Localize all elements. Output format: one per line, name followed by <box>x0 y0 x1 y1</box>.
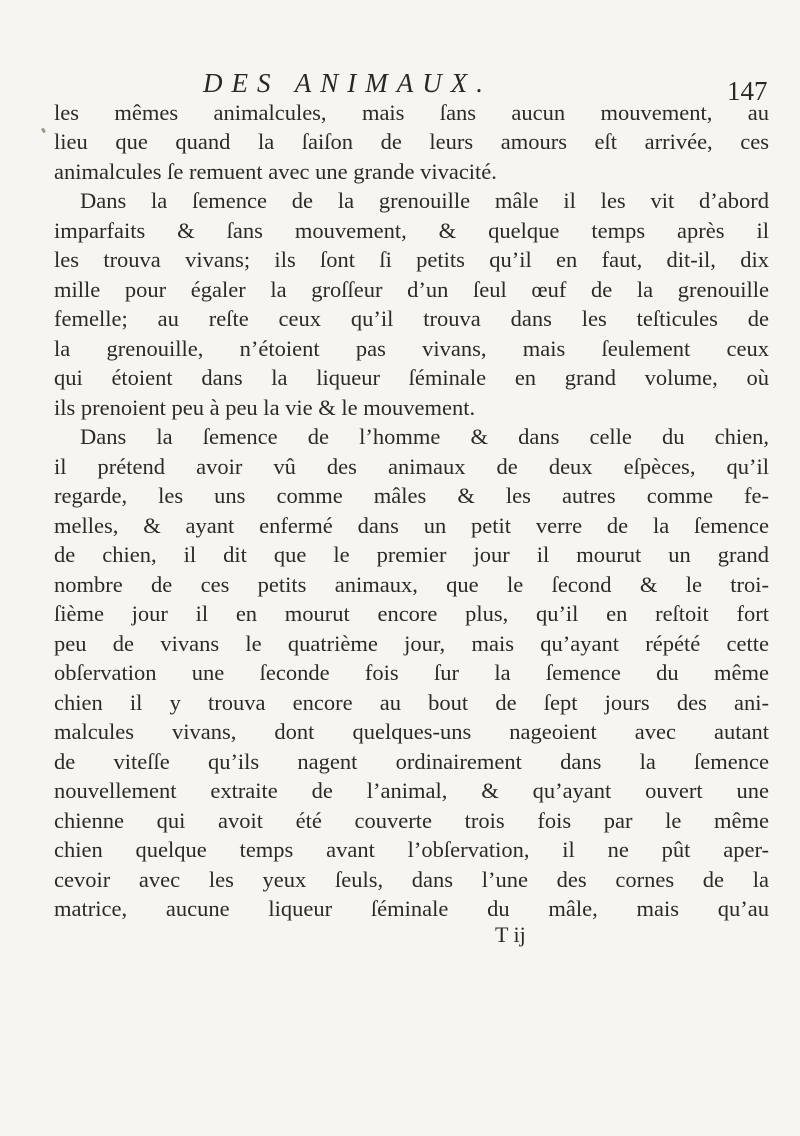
text-line: les trouva vivans; ils ſont ſi petits qu’il en faut, dit-il, dix <box>54 247 769 272</box>
text-line: Dans la ſemence de l’homme & dans celle du chien, <box>80 424 769 449</box>
text-line: nouvellement extraite de l’animal, & qu’ayant ouvert une <box>54 778 769 803</box>
text-line: peu de vivans le quatrième jour, mais qu’ayant répété cette <box>54 631 769 656</box>
text-line: nombre de ces petits animaux, que le ſecond & le troi- <box>54 572 769 597</box>
text-line: malcules vivans, dont quelques-uns nageoient avec autant <box>54 719 769 744</box>
text-line: lieu que quand la ſaiſon de leurs amours eſt arrivée, ces <box>54 129 769 154</box>
text-line: qui étoient dans la liqueur ſéminale en grand volume, où <box>54 365 769 390</box>
text-line: obſervation une ſeconde fois ſur la ſemence du même <box>54 660 769 685</box>
text-line: melles, & ayant enfermé dans un petit verre de la ſemence <box>54 513 769 538</box>
text-line: matrice, aucune liqueur ſéminale du mâle, mais qu’au <box>54 896 769 921</box>
text-line: femelle; au reſte ceux qu’il trouva dans les teſticules de <box>54 306 769 331</box>
text-line: chienne qui avoit été couverte trois fois par le même <box>54 808 769 833</box>
ink-speck <box>41 128 46 134</box>
text-line: les mêmes animalcules, mais ſans aucun mouvement, au <box>54 100 769 125</box>
text-line: chien quelque temps avant l’obſervation, il ne pût aper- <box>54 837 769 862</box>
text-line: la grenouille, n’étoient pas vivans, mais ſeulement ceux <box>54 336 769 361</box>
text-line: mille pour égaler la groſſeur d’un ſeul œuf de la grenouille <box>54 277 769 302</box>
page-number: 147 <box>727 76 768 106</box>
running-title: DES ANIMAUX. <box>203 68 492 98</box>
text-line: de chien, il dit que le premier jour il mourut un grand <box>54 542 769 567</box>
text-line: il prétend avoir vû des animaux de deux eſpèces, qu’il <box>54 454 769 479</box>
text-line: chien il y trouva encore au bout de ſept jours des ani- <box>54 690 769 715</box>
text-line: ſième jour il en mourut encore plus, qu’il en reſtoit fort <box>54 601 769 626</box>
text-line: animalcules ſe remuent avec une grande vivacité. <box>54 159 497 184</box>
text-line: de viteſſe qu’ils nagent ordinairement dans la ſemence <box>54 749 769 774</box>
text-line: regarde, les uns comme mâles & les autres comme fe- <box>54 483 769 508</box>
signature-mark: T ij <box>495 922 526 947</box>
text-line: Dans la ſemence de la grenouille mâle il les vit d’abord <box>80 188 769 213</box>
text-line: cevoir avec les yeux ſeuls, dans l’une des cornes de la <box>54 867 769 892</box>
text-line: ils prenoient peu à peu la vie & le mouvement. <box>54 395 476 420</box>
text-line: imparfaits & ſans mouvement, & quelque temps après il <box>54 218 769 243</box>
